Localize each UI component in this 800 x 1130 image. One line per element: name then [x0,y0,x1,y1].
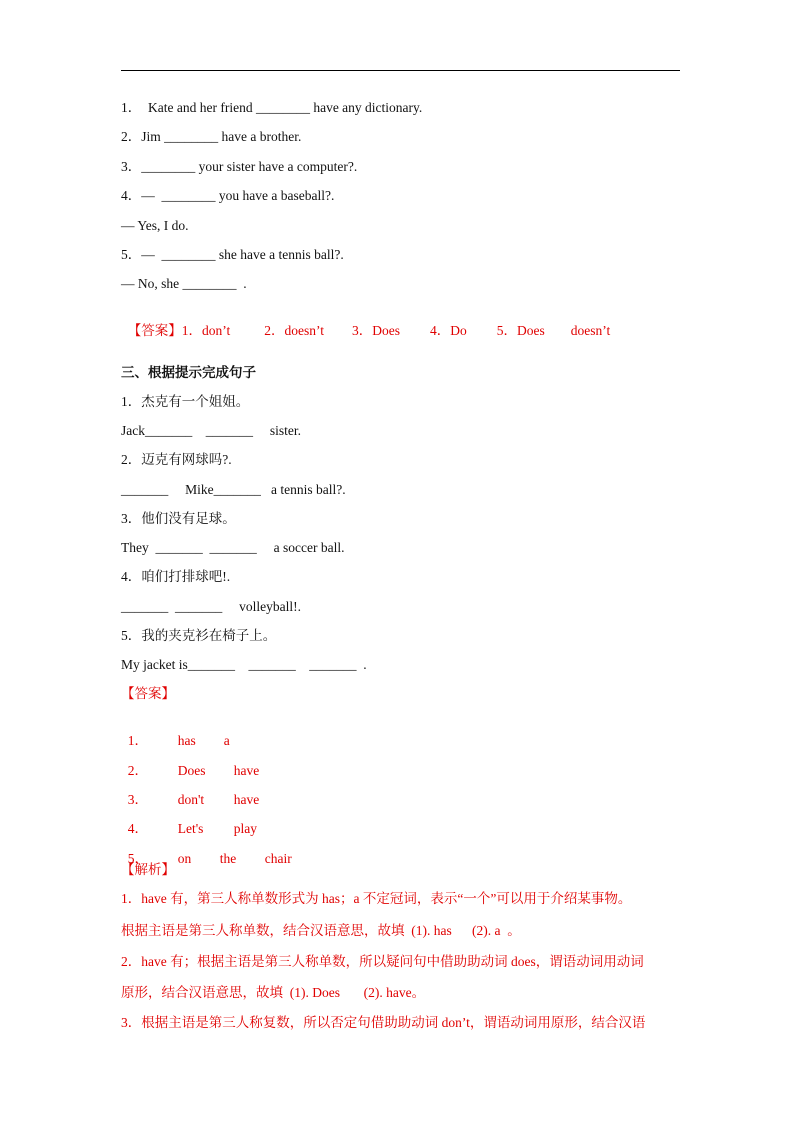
answer-item: 1．don’t [181,323,231,338]
answer-word: a [223,733,230,748]
answer-word: don't [177,792,205,807]
header-rule [121,70,680,71]
answer-item: doesn’t [570,323,611,338]
answer-number: 4． [127,821,148,836]
explanation-line: 2．have 有；根据主语是第三人称单数，所以疑问句中借助助动词 does，谓语动词用动词 [121,954,644,969]
answer-word: chair [264,851,292,866]
explanation-label: 【解析】 [121,862,175,877]
exercise-line: — Yes, I do. [121,218,189,233]
answer-word: have [233,792,260,807]
answer-number: 3． [127,792,148,807]
prompt-line: 2．迈克有网球吗?. [121,452,232,467]
answer-word: on [177,851,192,866]
explanation-line: 3．根据主语是第三人称复数，所以否定句借助助动词 don’t，谓语动词用原形，结合汉语 [121,1015,646,1030]
exercise-line: 4．— ________ you have a baseball?. [121,188,335,203]
answer-word: the [219,851,237,866]
answer-number: 2． [127,763,148,778]
answer-word: Does [177,763,206,778]
exercise-line: Jack_______ _______ sister. [121,423,301,438]
answer-item: 4．Do [430,323,467,338]
prompt-line: 3．他们没有足球。 [121,511,236,526]
exercise-line: 2．Jim ________ have a brother. [121,129,302,144]
exercise-line: 1． Kate and her friend ________ have any dictionary. [121,100,423,115]
answer-item: 5．Does [496,323,545,338]
explanation-line: 根据主语是第三人称单数，结合汉语意思，故填 (1). has (2). a 。 [121,923,521,938]
answer-label: 【答案】 [127,323,182,338]
answer-row [121,304,610,340]
explanation-line: 原形，结合汉语意思，故填 (1). Does (2). have。 [121,985,426,1000]
section-heading: 三、根据提示完成句子 [121,365,256,380]
answer-number: 1． [127,733,148,748]
answer-word: Let's [177,821,204,836]
exercise-line: 3．________ your sister have a computer?. [121,159,358,174]
exercise-line: My jacket is_______ _______ _______ . [121,657,367,672]
exercise-line: _______ _______ volleyball!. [121,599,301,614]
explanation-line: 1．have 有，第三人称单数形式为 has；a 不定冠词，表示“一个”可以用于介绍某事物。 [121,891,632,906]
exercise-line: _______ Mike_______ a tennis ball?. [121,482,346,497]
answer-item: 2．doesn’t [264,323,325,338]
exercise-line: 5．— ________ she have a tennis ball?. [121,247,344,262]
prompt-line: 4．咱们打排球吧!. [121,569,231,584]
exercise-line: They _______ _______ a soccer ball. [121,540,345,555]
answer-word: have [233,763,260,778]
prompt-line: 5．我的夹克衫在椅子上。 [121,628,277,643]
answer-label: 【答案】 [121,686,175,701]
exercise-line: — No, she ________ . [121,276,247,291]
answer-number: 5． [127,851,148,866]
answer-word: play [233,821,257,836]
answer-word: has [177,733,196,748]
prompt-line: 1．杰克有一个姐姐。 [121,394,250,409]
answer-item: 3．Does [352,323,401,338]
